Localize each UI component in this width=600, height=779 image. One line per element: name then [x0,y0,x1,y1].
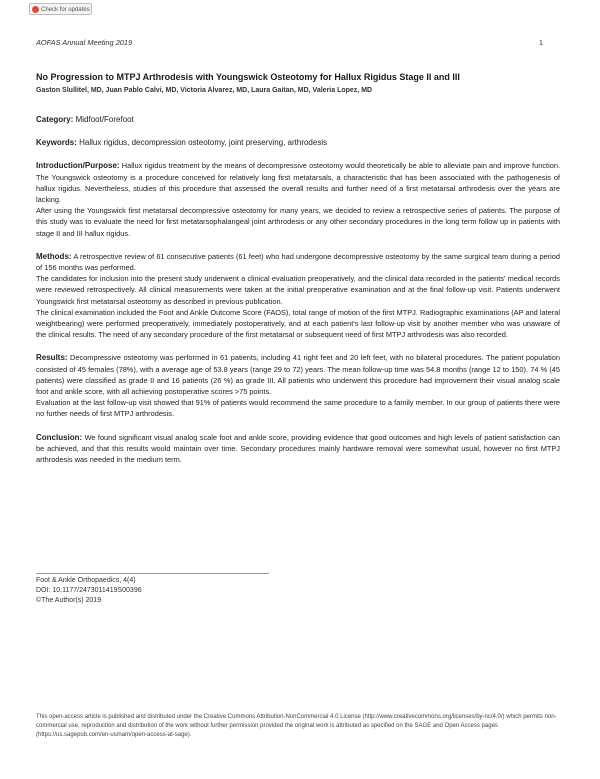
methods-label: Methods: [36,251,72,261]
methods-paragraph-2: The candidates for inclusion into the present study underwent a clinical evaluation preoperatively, and the clinical data recorded in the patients' medical records were reviewed retrospectively. All clinical measurements were taken at the initial preoperative examination and at the final follow-up visit. Patients underwent Youngswick first metatarsal osteotomy as described in previous publication. [36,274,560,306]
methods-paragraph-3: The clinical examination included the Foot and Ankle Outcome Score (FAOS), total range of motion of the first MTPJ. Radiographic examinations (AP and lateral weightbearing) were performed preoperatively, immediately postoperatively, and at each patient's last follow-up visit by another member who was unaware of the clinical results. The need of any secondary procedure of the first metatarsal or subsequent need of first MTPJ arthrodesis was also recorded. [36,307,560,340]
introduction-text: Hallux rigidus treatment by the means of decompressive osteotomy would theoretically be able to alleviate pain and improve function. The Youngswick osteotomy is a procedure conceived for relatively long first metatarsals, a characteristic that has been associated with the pathogenesis of hallux rigidus. Nevertheless, studies of this procedure that assessed the overall results and further need of a first metatarsal arthrodesis over the years are lacking. [36,161,560,205]
keywords-value: Hallux rigidus, decompression osteotomy, joint preserving, arthrodesis [79,137,328,147]
introduction-label: Introduction/Purpose: [36,161,120,171]
keywords-line [36,138,560,149]
category-line [36,115,560,126]
doi-link[interactable]: DOI: 10.1177/2473011419S00396 [36,587,142,594]
journal-footer [36,576,142,606]
copyright-notice: ©The Author(s) 2019 [36,597,102,604]
journal-meeting-name: AOFAS Annual Meeting 2019 [36,38,133,47]
results-text: Decompressive osteotomy was performed in 61 patients, including 41 right feet and 20 left feet, with no bilateral procedures. The patient population consisted of 45 females (78%), with a average age of 53.8 years (range 29 to 72) years. The mean follow-up time was 54.8 months (range 12 to 150). 74 % (45 patients) were classified as grade II and 16 patients (26 %) as grade III. All patients who underwent this procedure had improvement their visual analog scale foot and ankle score, with all achieving postoperative scores >75 points. [36,353,560,397]
badge-label: Check for updates [41,7,90,13]
license-notice: This open-access article is published and distributed under the Creative Commons Attribution-NonCommercial 4.0 License (http://www.creativecommons.org/licenses/by-nc/4.0/) which permits non-commercial use, reproduction and distribution of the work without further permission provided the original work is attributed as specified on the SAGE and Open Access pages (https://us.sagepub.com/en-us/nam/open-access-at-sage). [36,714,557,738]
conclusion-text: We found significant visual analog scale foot and ankle score, providing evidence that good outcomes and high levels of patient satisfaction can be achieved, and that this results would maintain over time. Secondary procedures mainly hardware removal were somewhat usual, however no first MTPJ arthrodesis was needed in the medium term. [36,432,560,465]
page-number: 1 [538,38,543,47]
journal-citation: Foot & Ankle Orthopaedics, 4(4) [36,577,136,584]
results-paragraph-2: Evaluation at the last follow-up visit showed that 91% of patients would recommend the same procedure to a family member. In our group of patients there were no further needs of first MTPJ arthrodesis. [36,398,560,419]
results-paragraph [36,352,560,397]
results-label: Results: [36,353,68,363]
article-title: No Progression to MTPJ Arthrodesis with Youngswick Osteotomy for Hallux Rigidus Stage II and III [36,72,460,82]
abstract-body [36,115,560,465]
running-head [36,38,543,47]
check-for-updates-badge[interactable] [29,3,92,15]
crossmark-icon [32,6,39,13]
conclusion-paragraph [36,432,560,466]
footnote-divider [36,573,269,574]
category-value: Midfoot/Forefoot [75,115,134,124]
methods-text: A retrospective review of 61 consecutive patients (61 feet) who had undergone decompressive osteotomy by the same surgical team during a period of 156 months was performed. [36,251,560,273]
methods-paragraph [36,251,560,273]
introduction-paragraph [36,160,560,205]
category-label: Category: [36,115,74,124]
keywords-label: Keywords: [36,137,77,147]
introduction-paragraph-2: After using the Youngswick first metatarsal decompressive osteotomy for many years, we decided to review a retrospective series of patients. The purpose of this study was to evaluate the need for first metatarsophalangeal joint arthrodesis or any other secondary procedures in the long term follow up in patients with stage II and III hallux rigidus. [36,206,560,238]
author-list: Gaston Slullitel, MD, Juan Pablo Calvi, MD, Victoria Alvarez, MD, Laura Gaitan, MD, Valeria Lopez, MD [36,87,373,94]
conclusion-label: Conclusion: [36,432,83,442]
